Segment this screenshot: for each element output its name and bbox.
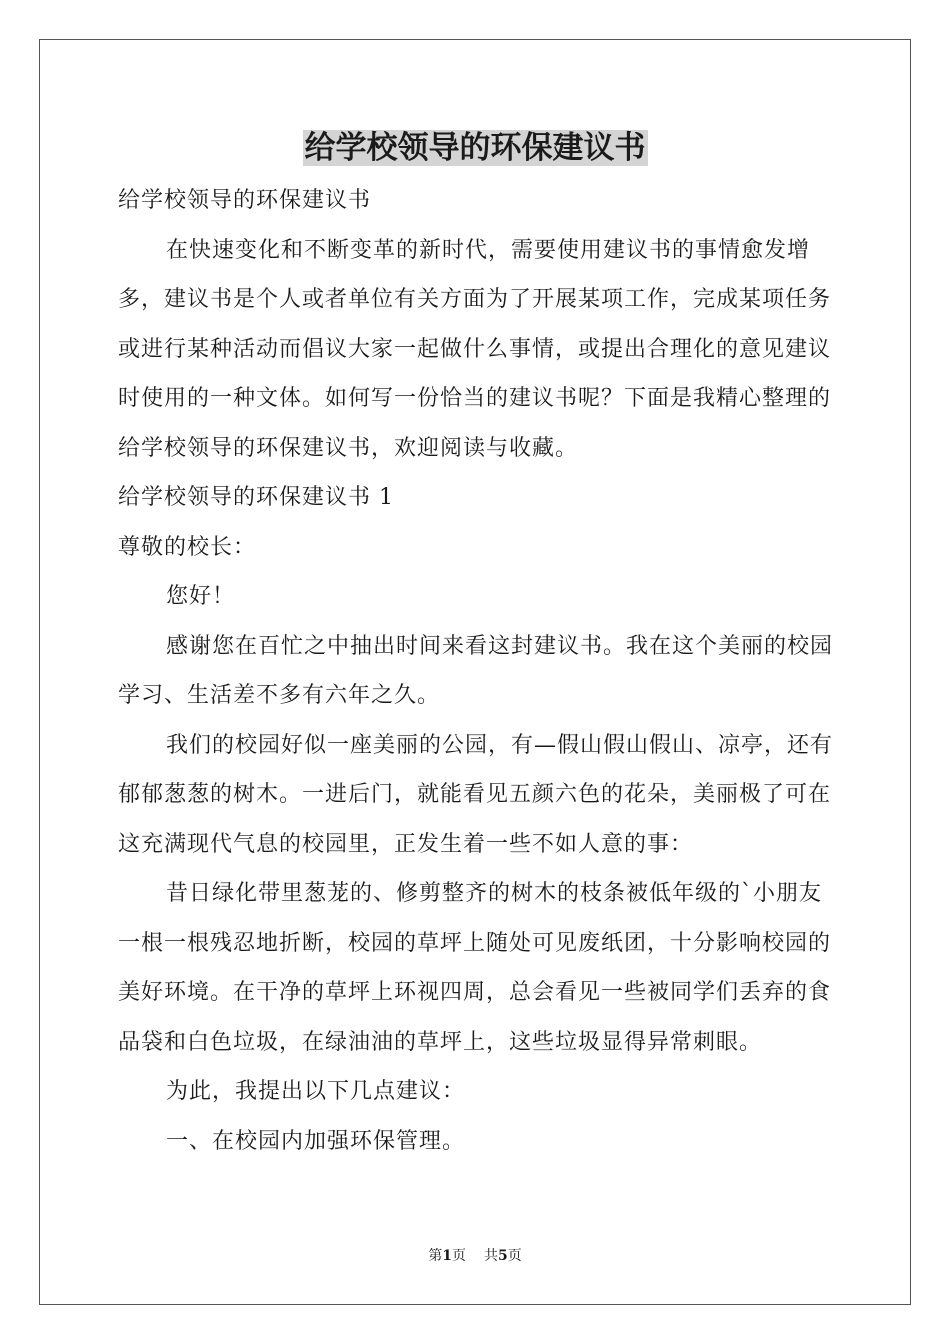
footer-page-prefix: 第	[428, 1248, 443, 1264]
paragraph-problems: 昔日绿化带里葱茏的、修剪整齐的树木的枝条被低年级的`小朋友一根一根残忍地折断，校园的草坪上随处可见废纸团，十分影响校园的美好环境。在干净的草坪上环视四周，总会看见一些被同学们丢弃的食品袋和白色垃圾，在绿油油的草坪上，这些垃圾显得异常刺眼。	[118, 881, 832, 1055]
paragraph-intro: 在快速变化和不断变革的新时代，需要使用建议书的事情愈发增多，建议书是个人或者单位有关方面为了开展某项工作，完成某项任务或进行某种活动而倡议大家一起做什么事情，或提出合理化的意见建议时使用的一种文体。如何写一份恰当的建议书呢？下面是我精心整理的给学校领导的环保建议书，欢迎阅读与收藏。	[118, 237, 832, 461]
footer-total-suffix: 页	[507, 1248, 522, 1264]
paragraph-greeting: 您好！	[166, 584, 236, 609]
document-title-text: 给学校领导的环保建议书	[304, 130, 646, 166]
footer-page-suffix: 页	[452, 1248, 466, 1264]
footer-total-prefix: 共	[484, 1248, 498, 1264]
paragraph-salutation: 尊敬的校长：	[118, 534, 257, 560]
paragraph-proposal-intro: 为此，我提出以下几点建议：	[166, 1079, 466, 1104]
footer-total-pages: 5	[498, 1248, 508, 1264]
document-body	[118, 176, 838, 1166]
paragraph-section-heading: 给学校领导的环保建议书 1	[118, 485, 394, 510]
footer-page-number: 1	[442, 1248, 452, 1264]
paragraph-campus: 我们的校园好似一座美丽的公园，有—假山假山假山、凉亭，还有郁郁葱葱的树木。一进后门，就能看见五颜六色的花朵，美丽极了可在这充满现代气息的校园里，正发生着一些不如人意的事：	[118, 732, 834, 857]
paragraph-thanks: 感谢您在百忙之中抽出时间来看这封建议书。我在这个美丽的校园学习、生活差不多有六年之久。	[118, 633, 834, 708]
paragraph-proposal-1: 一、在校园内加强环保管理。	[166, 1128, 466, 1154]
page-footer	[0, 1246, 950, 1266]
document-title	[0, 124, 950, 172]
paragraph-subtitle: 给学校领导的环保建议书	[118, 188, 372, 213]
